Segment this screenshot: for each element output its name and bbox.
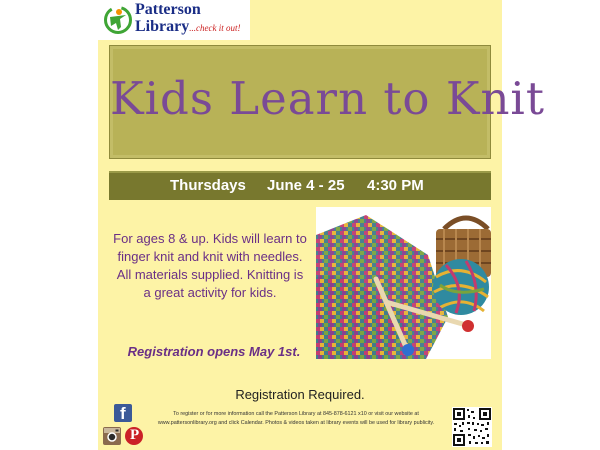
title-banner [109,45,545,159]
logo-tagline: ...check it out! [189,23,241,33]
schedule-dates: June 4 - 25 [267,177,345,194]
logo-name-line2 [135,18,240,36]
library-logo[interactable] [98,0,250,40]
logo-name-line1: Patterson [135,1,201,18]
contact-info: To register or for more information call the Patterson Library at 845-878-6121 x10 or visit our website at www.pattersonlibrary.org and click Calendar. Photos & videos taken at library events will be used for library publicity. [157,411,435,426]
registration-opens: Registration opens May 1st. [127,344,301,359]
schedule-time: 4:30 PM [367,177,424,194]
instagram-icon[interactable] [103,427,121,445]
logo-library-word: Library [135,18,190,35]
schedule-bar [109,171,491,200]
event-title: Kids Learn to Knit [110,72,545,125]
knitting-photo [316,207,491,359]
pinterest-icon[interactable] [125,427,143,445]
camera-icon [103,427,121,445]
registration-required: Registration Required. [235,387,365,402]
pinterest-glyph: P [130,427,140,443]
qr-code-icon[interactable] [452,407,492,447]
facebook-glyph: f [120,404,126,423]
facebook-icon[interactable] [114,404,132,422]
yarn-ball-icon [433,259,489,315]
event-description: For ages 8 & up. Kids will learn to finger knit and knit with needles. All materials supplied. Knitting is a great activity for kids. [113,231,307,300]
person-logo-icon [104,6,132,34]
schedule-day: Thursdays [170,177,246,194]
